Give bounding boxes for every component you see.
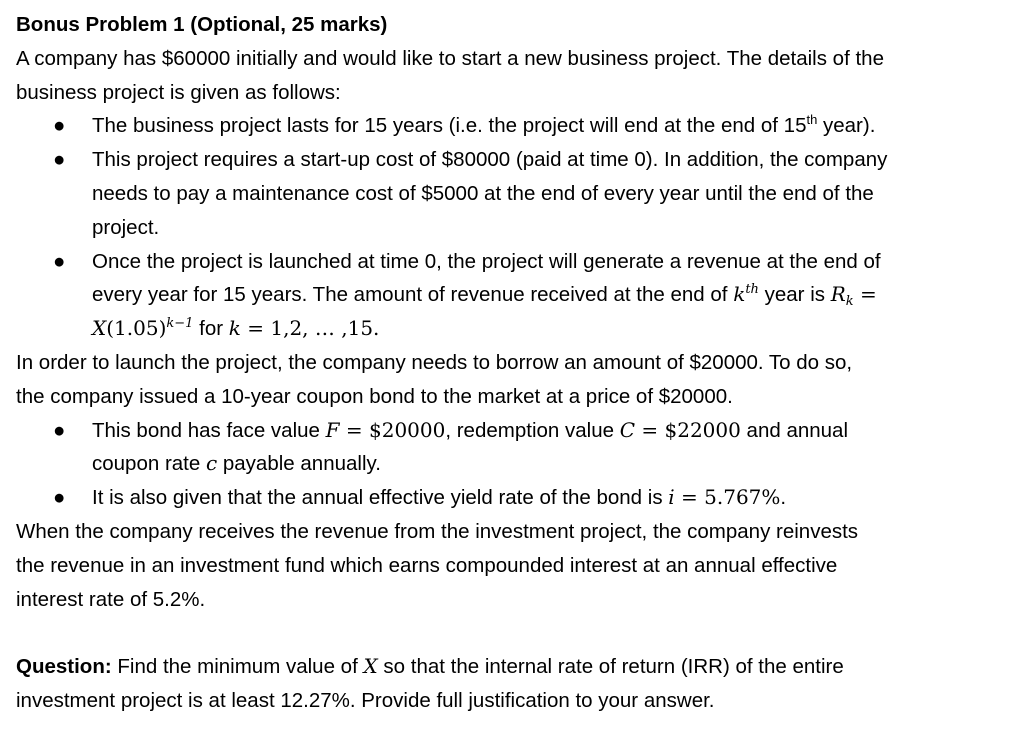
bullet-text: year).	[817, 114, 876, 138]
bullet-text: , redemption value	[445, 418, 620, 442]
intro-line-1: A company has $60000 initially and would like to start a new business project. The details of the	[16, 46, 884, 70]
bullet-revenue-cont-2	[16, 312, 1010, 346]
question-text: Find the minimum value of	[111, 655, 364, 679]
bullet-text: This bond has face value	[92, 418, 326, 442]
bullet-icon: ●	[53, 114, 66, 138]
reinvest-line-3: interest rate of 5.2%.	[16, 587, 206, 611]
math-expression: $X(1.05)^{k-1}$	[92, 316, 194, 341]
question-text: so that the internal rate of return (IRR) of the entire	[377, 655, 844, 679]
bullet-icon: ●	[53, 486, 66, 510]
reinvest-line-2: the revenue in an investment fund which earns compounded interest at an annual effective	[16, 553, 838, 577]
question-label: Question:	[16, 655, 112, 679]
superscript: th	[806, 112, 818, 128]
bullet-text: .	[780, 486, 787, 510]
bullet-revenue	[16, 245, 1010, 279]
paragraph-spacer	[16, 616, 1010, 650]
math-expression: i = 5.767%	[668, 485, 781, 510]
bullet-text: It is also given that the annual effective yield rate of the bond is	[92, 486, 669, 510]
bullet-startup-cost-cont-2: project.	[92, 215, 160, 239]
math-expression: C = $22000	[619, 417, 741, 442]
bullet-bond-values-cont	[16, 447, 1010, 481]
bullet-icon: ●	[53, 249, 66, 273]
bullet-startup-cost-cont-1: needs to pay a maintenance cost of $5000 at the end of every year until the end of the	[92, 181, 874, 205]
math-expression: k = 1,2, … ,15.	[228, 316, 380, 341]
intro-line-2: business project is given as follows:	[16, 80, 341, 104]
question-line-2: investment project is at least 12.27%. Provide full justification to your answer.	[16, 688, 715, 712]
bullet-text: The business project lasts for 15 years (i.e. the project will end at the end of 15	[92, 114, 807, 138]
bullet-text: This project requires a start-up cost of $80000 (paid at time 0). In addition, the company	[92, 148, 888, 172]
bullet-text: for	[193, 317, 229, 341]
bullet-project-duration	[16, 109, 1010, 143]
math-expression: X	[363, 654, 378, 679]
bullet-bond-values	[16, 414, 1010, 448]
bullet-text: payable annually.	[217, 452, 381, 476]
bullet-text: Once the project is launched at time 0, the project will generate a revenue at the end of	[92, 249, 881, 273]
question-line-1	[16, 650, 1010, 684]
borrow-line-1: In order to launch the project, the company needs to borrow an amount of $20000. To do so,	[16, 350, 853, 374]
math-expression: c	[205, 451, 218, 476]
borrow-line-2: the company issued a 10-year coupon bond to the market at a price of $20000.	[16, 384, 733, 408]
math-expression: $R_k$ =	[830, 282, 877, 310]
bullet-revenue-cont-1	[16, 278, 1010, 312]
problem-heading: Bonus Problem 1 (Optional, 25 marks)	[16, 13, 388, 36]
bullet-startup-cost	[16, 143, 1010, 177]
bullet-icon: ●	[53, 148, 66, 172]
bullet-text: every year for 15 years. The amount of revenue received at the end of	[92, 283, 734, 307]
math-expression: F = $20000	[325, 417, 446, 442]
bullet-text: and annual	[740, 418, 848, 442]
reinvest-line-1: When the company receives the revenue from the investment project, the company reinvests	[16, 519, 859, 543]
bullet-icon: ●	[53, 418, 66, 442]
bullet-yield-rate	[16, 481, 1010, 515]
bullet-text: year is	[758, 283, 831, 307]
bullet-text: coupon rate	[92, 452, 206, 476]
math-expression: $k^{th}$	[733, 282, 759, 307]
